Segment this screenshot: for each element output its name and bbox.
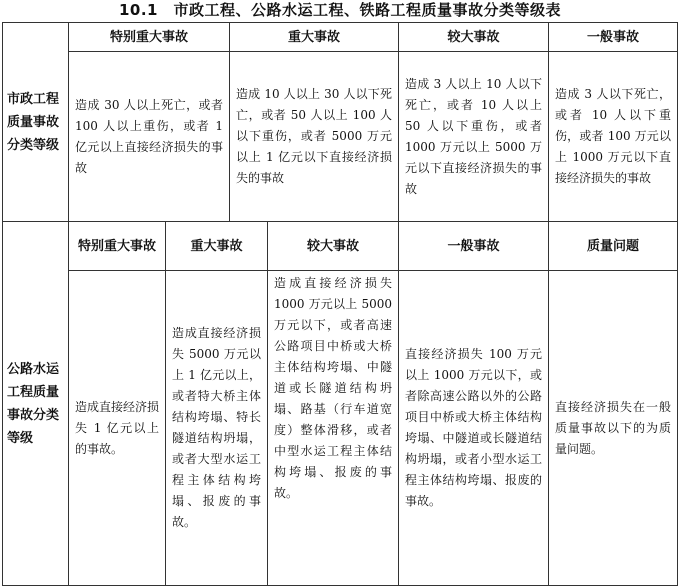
highway-text-quality-issue: 直接经济损失在一般质量事故以下的为质量问题。 xyxy=(555,399,671,456)
municipal-header-extraordinary: 特别重大事故 xyxy=(68,22,230,52)
municipal-cell-major xyxy=(229,51,399,222)
highway-text-major: 造成直接经济损失 5000 万元以上 1 亿元以上，或者特大桥主体结构垮塌、特长隧道结构坍塌，或者大型水运工程主体结构垮塌、报废的事故。 xyxy=(172,326,261,529)
municipal-text-general: 造成 3 人以下死亡，或者 10 人以下重伤，或者 100 万元以上 1000 万元以下直接经济损失的事故 xyxy=(555,87,671,185)
highway-cell-general xyxy=(398,270,549,586)
municipal-header-larger: 较大事故 xyxy=(398,22,549,52)
municipal-cell-extraordinary xyxy=(68,51,230,222)
highway-row-label xyxy=(2,221,69,586)
highway-text-general: 直接经济损失 100 万元以上 1000 万元以下，或者除高速公路以外的公路项目中桥或大桥主体结构垮塌、中隧道或长隧道结构坍塌，或者小型水运工程主体结构垮塌、报废的事故。 xyxy=(405,347,542,508)
highway-cell-larger xyxy=(267,270,399,586)
highway-cell-major xyxy=(165,270,268,586)
highway-header-extraordinary: 特别重大事故 xyxy=(68,221,166,271)
highway-cell-quality-issue xyxy=(548,270,678,586)
municipal-row-label xyxy=(2,22,69,222)
municipal-header-major: 重大事故 xyxy=(229,22,399,52)
table-title: 10.1 市政工程、公路水运工程、铁路工程质量事故分类等级表 xyxy=(118,1,561,19)
highway-header-major: 重大事故 xyxy=(165,221,268,271)
highway-header-general: 一般事故 xyxy=(398,221,549,271)
highway-header-larger: 较大事故 xyxy=(267,221,399,271)
municipal-text-extraordinary: 造成 30 人以上死亡，或者 100 人以上重伤，或者 1 亿元以上直接经济损失的事故 xyxy=(75,97,223,175)
highway-cell-extraordinary xyxy=(68,270,166,586)
highway-text-larger: 造成直接经济损失 1000 万元以上 5000 万元以下，或者高速公路项目中桥或大桥主体结构垮塌、中隧道或长隧道结构坍塌、路基（行车道宽度）整体滑移，或者中型水运工程主体结构垮塌、报废的事故。 xyxy=(274,276,392,500)
highway-label-text: 公路水运工程质量事故分类等级 xyxy=(7,361,60,446)
municipal-label-text: 市政工程质量事故分类等级 xyxy=(7,91,60,153)
municipal-cell-larger xyxy=(398,51,549,222)
highway-text-extraordinary: 造成直接经济损失 1 亿元以上的事故。 xyxy=(75,399,160,456)
municipal-header-general: 一般事故 xyxy=(548,22,678,52)
highway-header-quality-issue: 质量问题 xyxy=(548,221,678,271)
municipal-text-major: 造成 10 人以上 30 人以下死亡，或者 50 人以上 100 人以下重伤，或者 5000 万元以上 1 亿元以下直接经济损失的事故 xyxy=(236,87,392,185)
municipal-cell-general xyxy=(548,51,678,222)
municipal-text-larger: 造成 3 人以上 10 人以下死亡，或者 10 人以上 50 人以下重伤，或者 1000 万元以上 5000 万元以下直接经济损失的事故 xyxy=(405,76,542,196)
